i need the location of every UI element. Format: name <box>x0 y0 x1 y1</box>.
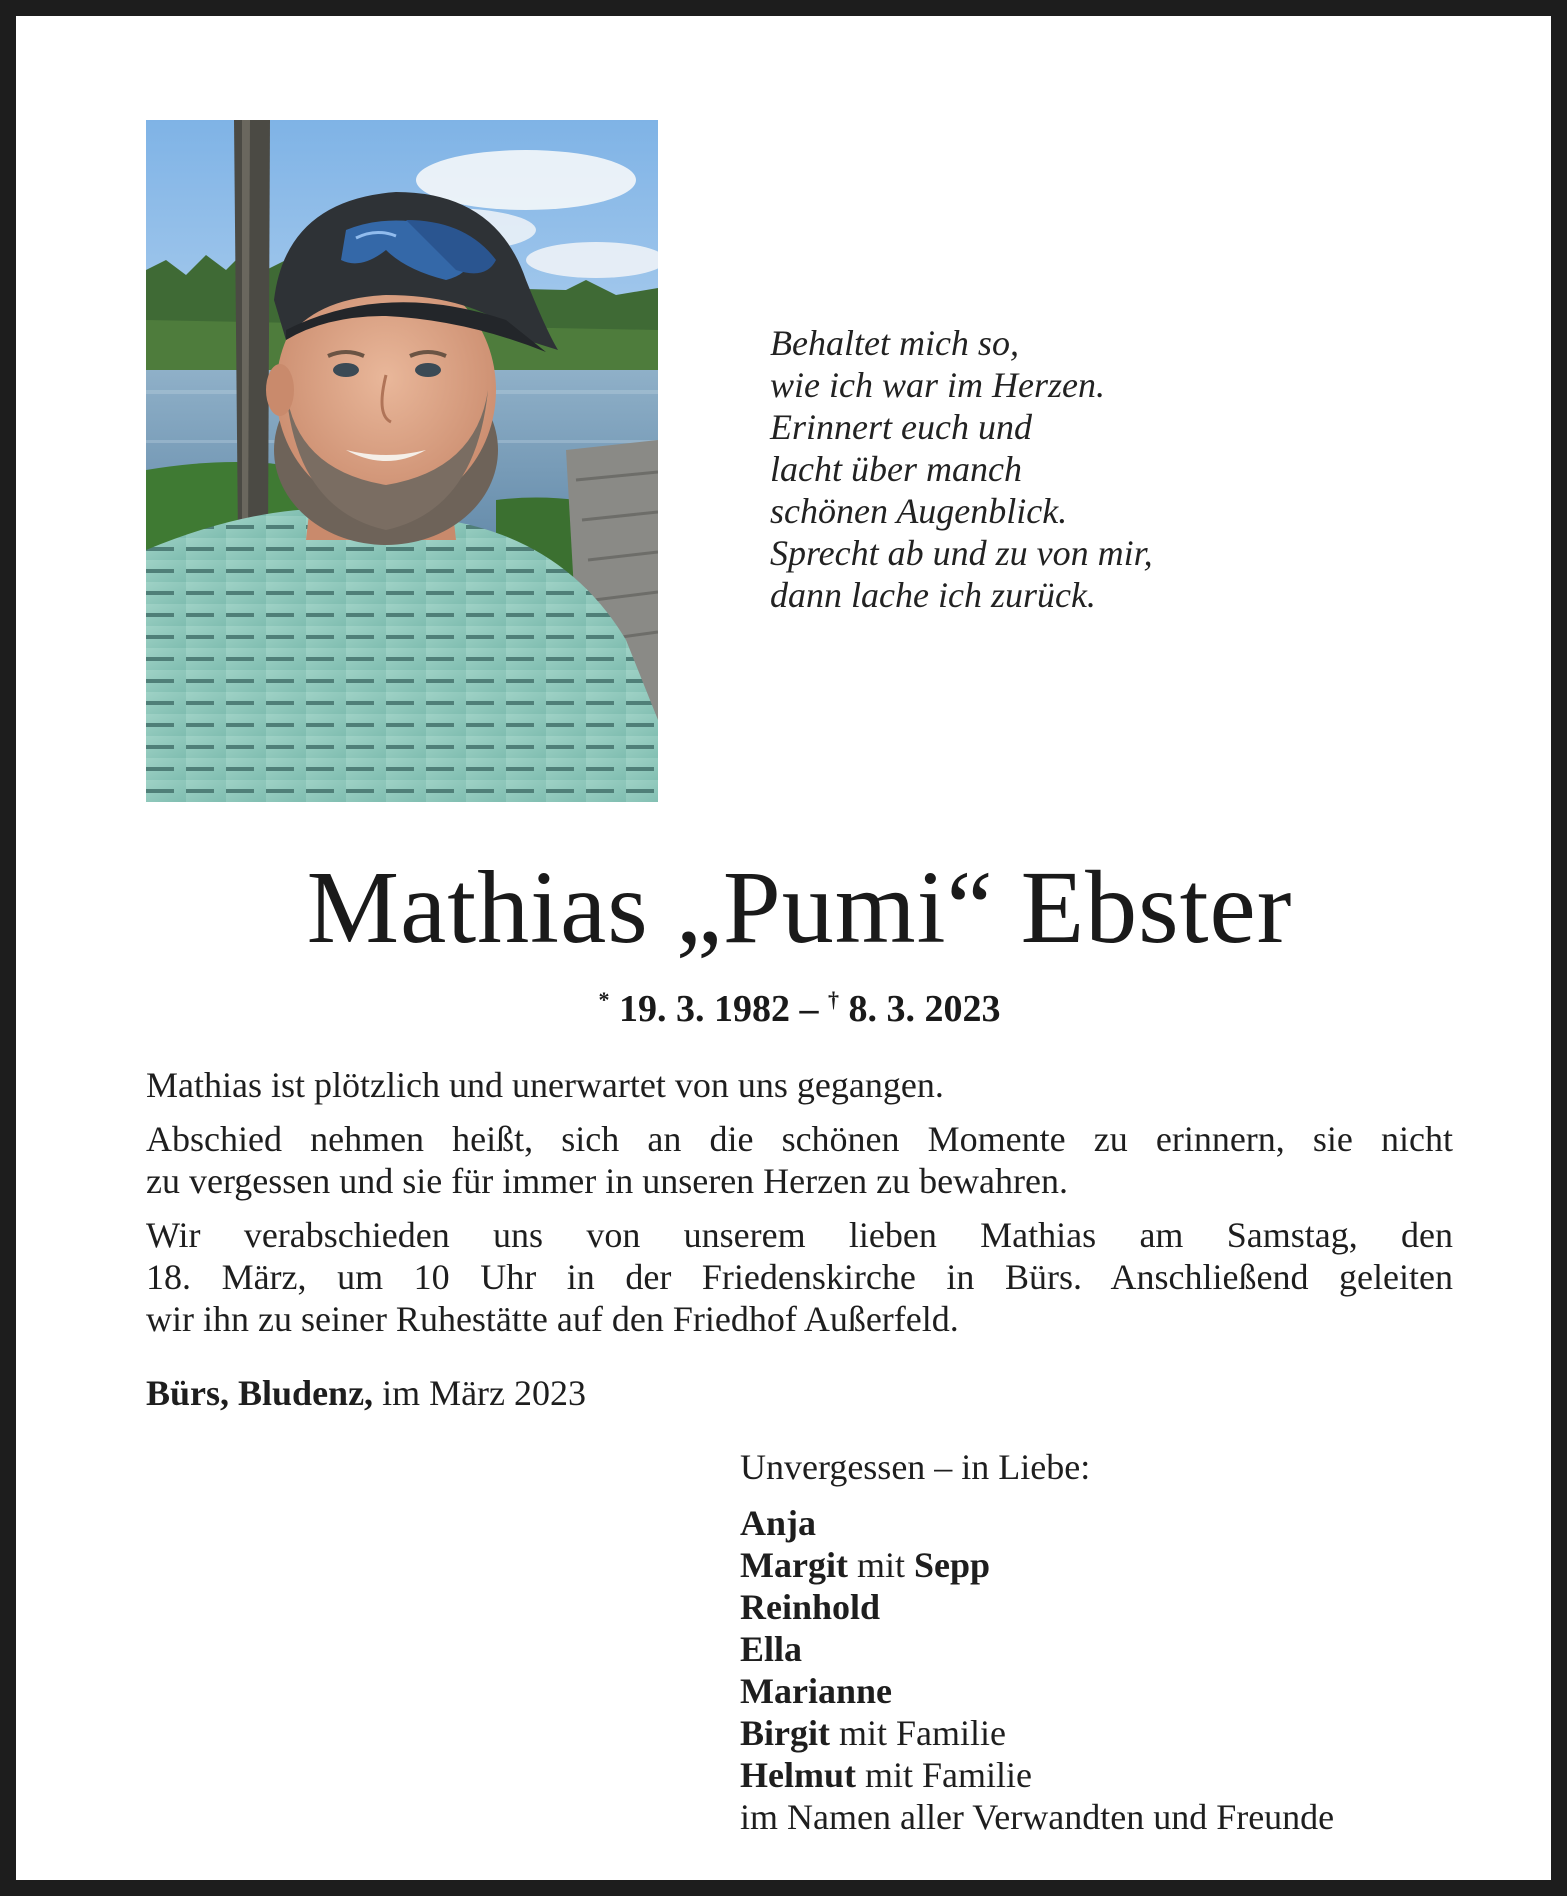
poem-line: Sprecht ab und zu von mir, <box>770 533 1153 573</box>
paragraph-3-line-3: wir ihn zu seiner Ruhestätte auf den Friedhof Außerfeld. <box>146 1299 959 1339</box>
mourner-names <box>740 1754 1032 1796</box>
death-date: 8. 3. 2023 <box>848 988 1001 1030</box>
paragraph-2 <box>146 1118 1453 1202</box>
birth-date: 19. 3. 1982 <box>619 988 790 1030</box>
death-mark: † <box>828 987 839 1012</box>
mourner-names <box>740 1712 1006 1754</box>
date-separator: – <box>799 988 819 1030</box>
poem-line: Erinnert euch und <box>770 407 1032 447</box>
mourner-names <box>740 1502 816 1544</box>
mourner-names <box>740 1670 892 1712</box>
mourner-partner-name: Sepp <box>913 1545 991 1585</box>
mourners-heading: Unvergessen – in Liebe: <box>740 1447 1091 1487</box>
mourner-name: Anja <box>740 1503 817 1543</box>
poem-line: dann lache ich zurück. <box>770 575 1096 615</box>
mourner-names <box>740 1544 990 1586</box>
place-locations: Bürs, Bludenz, <box>146 1373 374 1413</box>
obituary-text <box>146 1064 1453 1352</box>
place-date: im März 2023 <box>382 1373 587 1413</box>
mourner-names <box>740 1586 880 1628</box>
poem-line: lacht über manch <box>770 449 1022 489</box>
poem-line: Behaltet mich so, <box>770 323 1019 363</box>
paragraph-3 <box>146 1214 1453 1340</box>
mourner-name: Ella <box>740 1629 803 1669</box>
mourner-name: Birgit <box>740 1713 830 1753</box>
portrait-photo <box>146 120 658 802</box>
paragraph-2-line-1: Abschied nehmen heißt, sich an die schönen Momente zu erinnern, sie nicht <box>146 1119 1453 1159</box>
mourners-closing: im Namen aller Verwandten und Freunde <box>740 1797 1335 1837</box>
memorial-poem <box>770 322 1153 616</box>
poem-line: schönen Augenblick. <box>770 491 1068 531</box>
paragraph-1: Mathias ist plötzlich und unerwartet von uns gegangen. <box>146 1065 944 1105</box>
paragraph-3-line-2: 18. März, um 10 Uhr in der Friedenskirche in Bürs. Anschließend geleiten <box>146 1257 1453 1297</box>
paragraph-2-line-2: zu vergessen und sie für immer in unseren Herzen zu bewahren. <box>146 1161 1068 1201</box>
mourner-suffix: mit Familie <box>864 1755 1032 1795</box>
life-dates <box>16 978 1567 1031</box>
paragraph-3-line-1: Wir verabschieden uns von unserem lieben Mathias am Samstag, den <box>146 1215 1453 1255</box>
deceased-name: Mathias „Pumi“ Ebster <box>306 850 1293 965</box>
mourner-connector: mit <box>856 1545 905 1585</box>
mourner-name: Helmut <box>740 1755 856 1795</box>
mourner-name: Margit <box>740 1545 848 1585</box>
mourner-name: Marianne <box>740 1671 892 1711</box>
mourner-name: Reinhold <box>740 1587 881 1627</box>
mourner-names <box>740 1628 802 1670</box>
place-and-date <box>146 1372 586 1414</box>
poem-line: wie ich war im Herzen. <box>770 365 1105 405</box>
birth-mark: * <box>598 987 610 1012</box>
mourner-suffix: mit Familie <box>838 1713 1006 1753</box>
